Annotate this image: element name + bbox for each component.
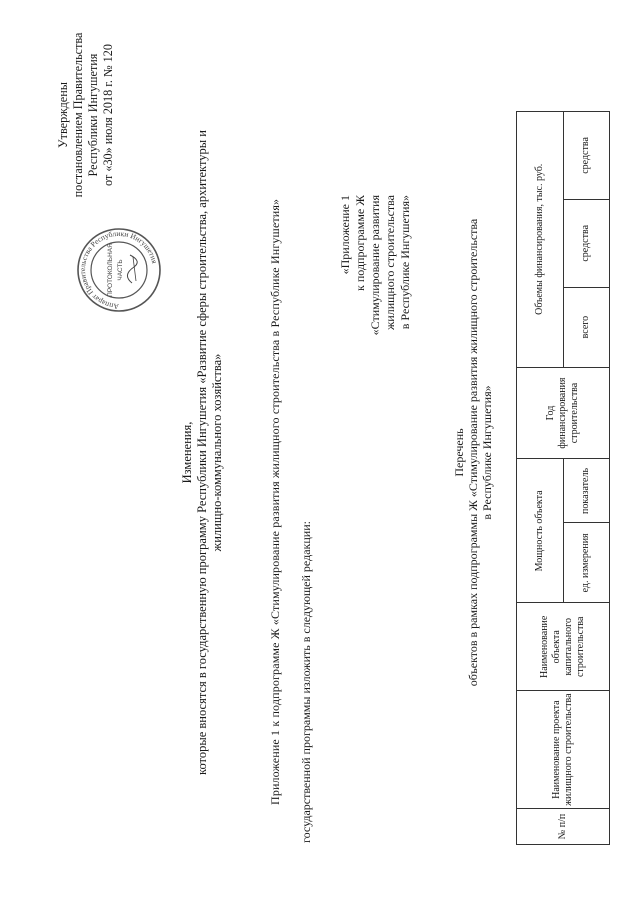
changes-heading: Изменения,	[180, 421, 194, 484]
header-capacity-unit: ед. измерения	[563, 523, 610, 603]
objects-table	[516, 111, 610, 845]
approval-line: постановлением Правительства	[71, 32, 85, 198]
header-project: Наименование проекта жилищного строительства	[517, 691, 610, 809]
list-line: в Республике Ингушетия»	[480, 385, 494, 520]
approval-line: Республики Ингушетия	[86, 53, 100, 177]
approval-line: от «30» июля 2018 г. № 120	[101, 44, 115, 186]
amendment-paragraph	[268, 43, 314, 843]
header-num: № п/п	[517, 809, 610, 845]
appendix-line: «Стимулирование развития	[368, 195, 382, 336]
svg-text:Аппарат Правительства Республи: Аппарат Правительства Республики Ингушетия	[77, 228, 160, 312]
header-capacity-value: показатель	[563, 459, 610, 523]
amendment-line: Приложение 1 к подпрограмме Ж «Стимулирование развития жилищного строительства в Республике Ингушетия»	[268, 198, 282, 805]
svg-text:ПРОТОКОЛЬНАЯ: ПРОТОКОЛЬНАЯ	[107, 243, 114, 297]
changes-line: которые вносятся в государственную программу Республики Ингушетия «Развитие сферы строительства, архитектуры и	[195, 130, 209, 775]
header-object: Наименование объекта капитального строительства	[517, 603, 610, 691]
list-line: объектов в рамках подпрограммы Ж «Стимулирование развития жилищного строительства	[466, 218, 480, 687]
svg-text:ЧАСТЬ: ЧАСТЬ	[117, 259, 124, 281]
list-heading: Перечень	[452, 428, 466, 477]
amendment-line: государственной программы изложить в следующей редакции:	[299, 521, 313, 843]
header-funding-a: средства	[563, 199, 610, 287]
appendix-line: «Приложение 1	[338, 195, 352, 275]
header-capacity: Мощность объекта	[517, 459, 564, 603]
approval-line: Утверждены	[56, 82, 70, 148]
changes-line: жилищно-коммунального хозяйства»	[210, 353, 224, 552]
header-year: Год финансирования строительства	[517, 367, 610, 459]
header-funding-b: средства	[563, 112, 610, 200]
appendix-line: к подпрограмме Ж	[353, 195, 367, 291]
appendix-line: в Республике Ингушетия»	[398, 195, 412, 330]
changes-title	[180, 0, 225, 905]
table-header-row	[517, 112, 564, 845]
appendix-line: жилищного строительства	[383, 195, 397, 330]
approval-block	[56, 0, 116, 265]
appendix-reference	[338, 195, 413, 435]
list-title	[452, 0, 494, 905]
header-funding: Объемы финансирования, тыс. руб.	[517, 112, 564, 368]
header-funding-total: всего	[563, 287, 610, 367]
